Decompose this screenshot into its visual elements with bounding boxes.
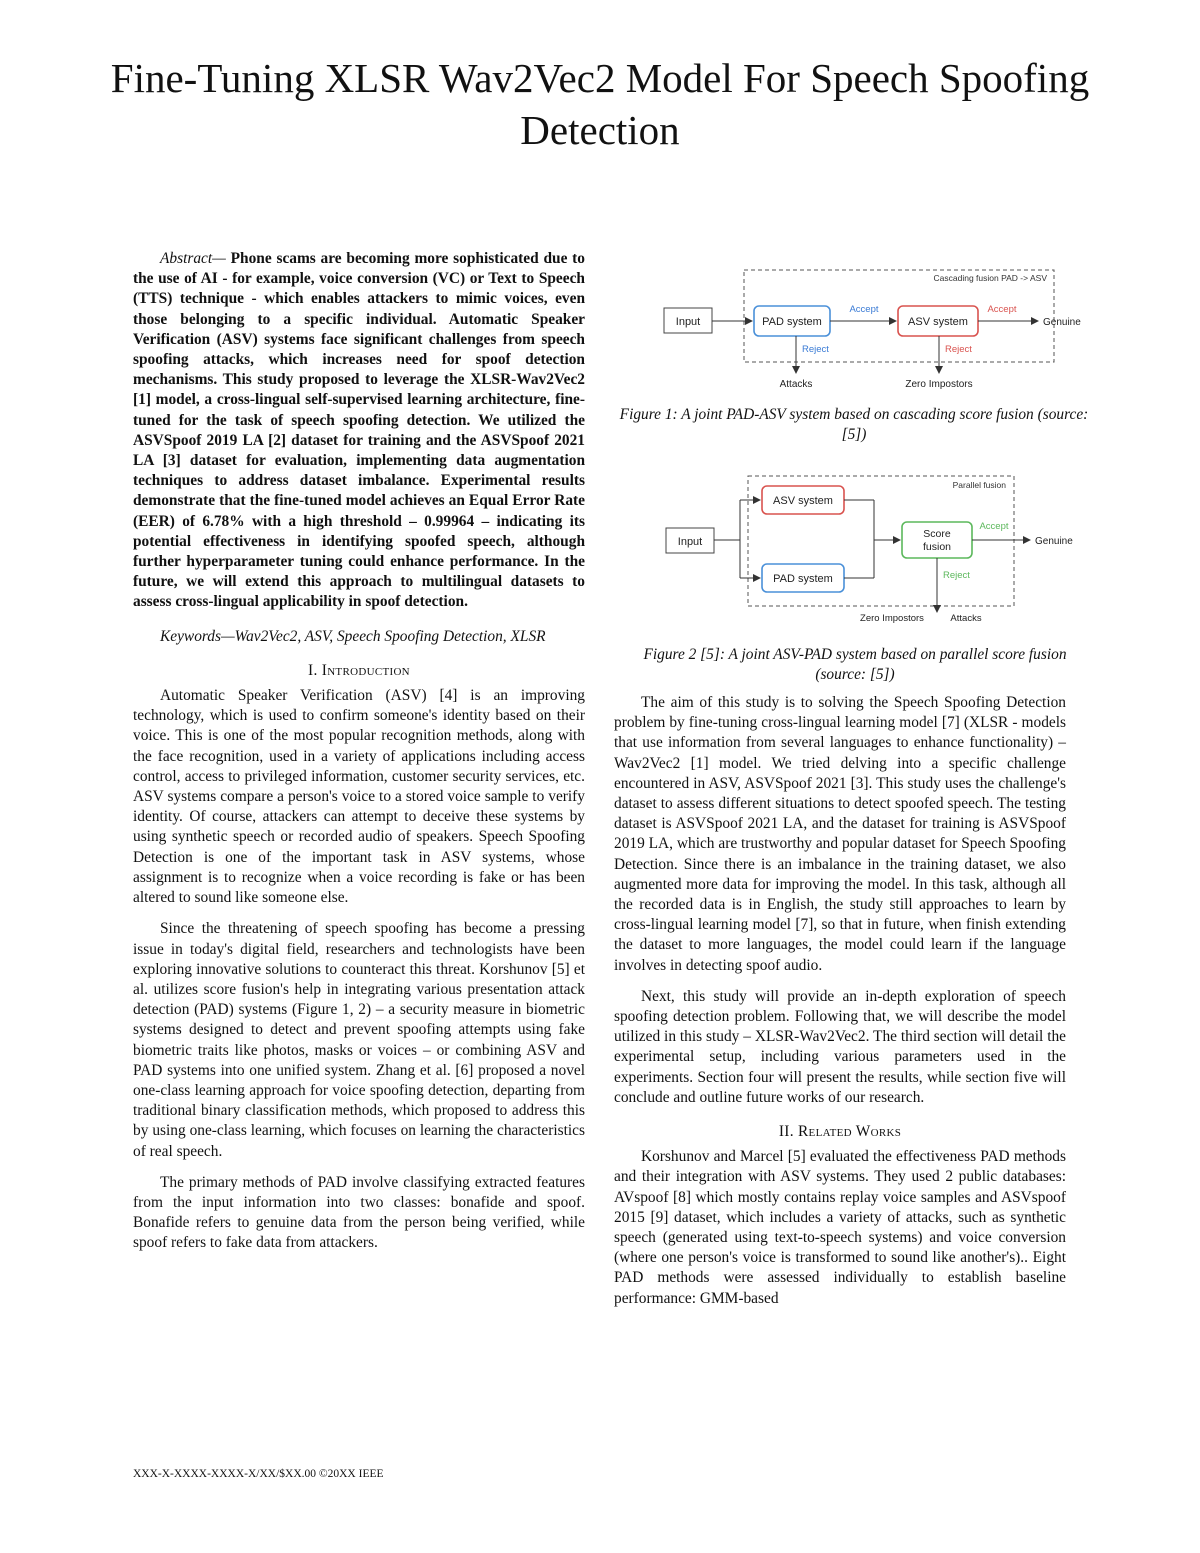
attacks-label: Attacks xyxy=(779,379,813,390)
intro-paragraph-1: Automatic Speaker Verification (ASV) [4] is an improving technology, which is used to confirm someone's identity based on their voice. This is one of the most popular recognition methods, along with the face recognition, used in a variety of applications including access control, access to privileged information, customer security services, etc. ASV systems compare a person's voice to a stored voice sample to verify identity. Of course, attackers can attempt to deceive these systems by using synthetic speech or recorded audio of speakers. Speech Spoofing Detection is one of the important task in ASV systems, whose assignment is to recognize when a voice recording is fake or has been altered to sound like someone else. xyxy=(133,687,585,907)
intro-paragraph-2: Since the threatening of speech spoofing has become a pressing issue in today's digital field, researchers and technologists have been exploring innovative solutions to counteract this threat. Korshunov [5] et al. utilizes score fusion's help in integrating various presentation attack detection (PAD) systems (Figure 1, 2) – a security measure in biometric systems designed to detect and prevent spoofing attempts using fake biometric traits like photos, masks or voices – or combining ASV and PAD systems into one unified system. Zhang et al. [6] proposed a novel one-class learning approach for voice spoofing detection, departing from traditional binary classification methods, which proposed to address this by using one-class learning, which focuses on learning the characteristics of real speech. xyxy=(133,920,585,1160)
paper-title: Fine-Tuning XLSR Wav2Vec2 Model For Speech Spoofing Detection xyxy=(110,55,1090,153)
copyright-footer: XXX-X-XXXX-XXXX-X/XX/$XX.00 ©20XX IEEE xyxy=(133,1468,384,1480)
reject-label-2: Reject xyxy=(945,344,972,355)
accept-label-2: Accept xyxy=(987,304,1017,315)
input-label: Input xyxy=(675,316,701,328)
left-column xyxy=(133,249,585,1265)
pad-system-label: PAD system xyxy=(762,316,822,328)
figure-2-diagram xyxy=(660,470,1090,630)
abstract-label: Abstract— xyxy=(160,250,226,267)
pad-system-label: PAD system xyxy=(773,573,833,585)
asv-system-label: ASV system xyxy=(908,316,968,328)
zero-impostors-label: Zero Impostors xyxy=(905,379,973,390)
score-fusion-label-2: fusion xyxy=(922,541,952,553)
score-fusion-label-1: Score xyxy=(923,528,951,540)
genuine-label: Genuine xyxy=(1035,536,1073,547)
abstract-text: Phone scams are becoming more sophisticated due to the use of AI - for example, voice conversion (VC) or Text to Speech (TTS) technique - which enables attackers to mimic voices, even those belonging to a specific individual. Automatic Speaker Verification (ASV) systems face significant challenges from speech spoofing attacks, which increases need for spoof detection mechanisms. This study proposed to leverage the XLSR-Wav2Vec2 [1] model, a cross-lingual self-supervised learning architecture, fine-tuned for the task of speech spoofing detection. We utilized the ASVSpoof 2019 LA [2] dataset for training and the ASVSpoof 2021 LA [3] dataset for evaluation, implementing data augmentation techniques to address dataset imbalance. Experimental results demonstrate that the fine-tuned model achieves an Equal Error Rate (EER) of 6.78% with a high threshold – 0.99964 – indicating its potential effectiveness in identifying spoofed speech, although further hyperparameter tuning could enhance performance. In the future, we will extend this approach to multilingual datasets to assess cross-lingual applicability in spoof detection. xyxy=(133,250,585,611)
figure-1-diagram xyxy=(660,266,1090,396)
section-heading-related-works: II. Related Works xyxy=(778,1123,902,1141)
frame-label: Cascading fusion PAD -> ASV xyxy=(933,273,1047,283)
accept-label-1: Accept xyxy=(849,304,879,315)
input-label: Input xyxy=(677,536,703,548)
attacks-label: Attacks xyxy=(950,613,982,624)
zero-impostors-label: Zero Impostors xyxy=(860,613,924,624)
right-column xyxy=(614,693,1066,1320)
reject-label: Reject xyxy=(943,570,970,581)
section-heading-introduction: I. Introduction xyxy=(308,661,410,679)
figure-1-caption: Figure 1: A joint PAD-ASV system based on cascading score fusion (source: [5]) xyxy=(619,406,1089,443)
intro-paragraph-5: Next, this study will provide an in-depth exploration of speech spoofing detection problem. Following that, we will describe the model utilized in this study – XLSR-Wav2Vec2. The third section will detail the experimental setup, including various parameters used in the experiments. Section four will present the results, while section five will conclude and outline future works of our research. xyxy=(614,987,1066,1106)
figure-2-caption: Figure 2 [5]: A joint ASV-PAD system based on parallel score fusion (source: [5]) xyxy=(643,646,1067,683)
accept-label: Accept xyxy=(979,521,1009,532)
reject-label-1: Reject xyxy=(802,344,829,355)
frame-label: Parallel fusion xyxy=(952,480,1006,490)
genuine-label: Genuine xyxy=(1043,317,1081,328)
asv-system-label: ASV system xyxy=(773,495,833,507)
intro-paragraph-3: The primary methods of PAD involve classifying extracted features from the input information into two classes: bonafide and spoof. Bonafide refers to genuine data from the person being verified, while spoof refers to fake data from attackers. xyxy=(133,1173,585,1252)
related-paragraph-1: Korshunov and Marcel [5] evaluated the effectiveness PAD methods and their integration with ASV systems. They used 2 public databases: AVspoof [8] which mostly contains replay voice samples and ASVspoof 2015 [9] dataset, which includes a variety of attacks, such as synthetic speech (generated using text-to-speech systems) and voice conversion (where one person's voice is transformed to sound like another's).. Eight PAD methods were assessed individually to establish baseline performance: GMM-based xyxy=(614,1148,1066,1307)
abstract xyxy=(133,249,585,613)
intro-paragraph-4: The aim of this study is to solving the Speech Spoofing Detection problem by fine-tuning cross-lingual learning model [7] (XLSR - models that use information from several languages to enhance functionality) – Wav2Vec2 [1] model. We tried delving into a specific challenge encountered in ASV, ASVSpoof 2021 [3]. This study uses the challenge's dataset to assess different situations to detect spoofed speech. The testing dataset is ASVSpoof 2021 LA, and the dataset for training is ASVSpoof 2019 LA, which are trustworthy and popular dataset for Speech Spoofing Detection. Since there is an imbalance in the training dataset, we also augmented more data for improving the model. In this task, although all the recorded data is in English, the study still approaches to learn by cross-lingual learning model [7], so that in future, when finish extending the dataset to more languages, the model could learn if the language involves in detecting spoof audio. xyxy=(614,694,1066,974)
keywords: Keywords—Wav2Vec2, ASV, Speech Spoofing Detection, XLSR xyxy=(160,627,546,645)
